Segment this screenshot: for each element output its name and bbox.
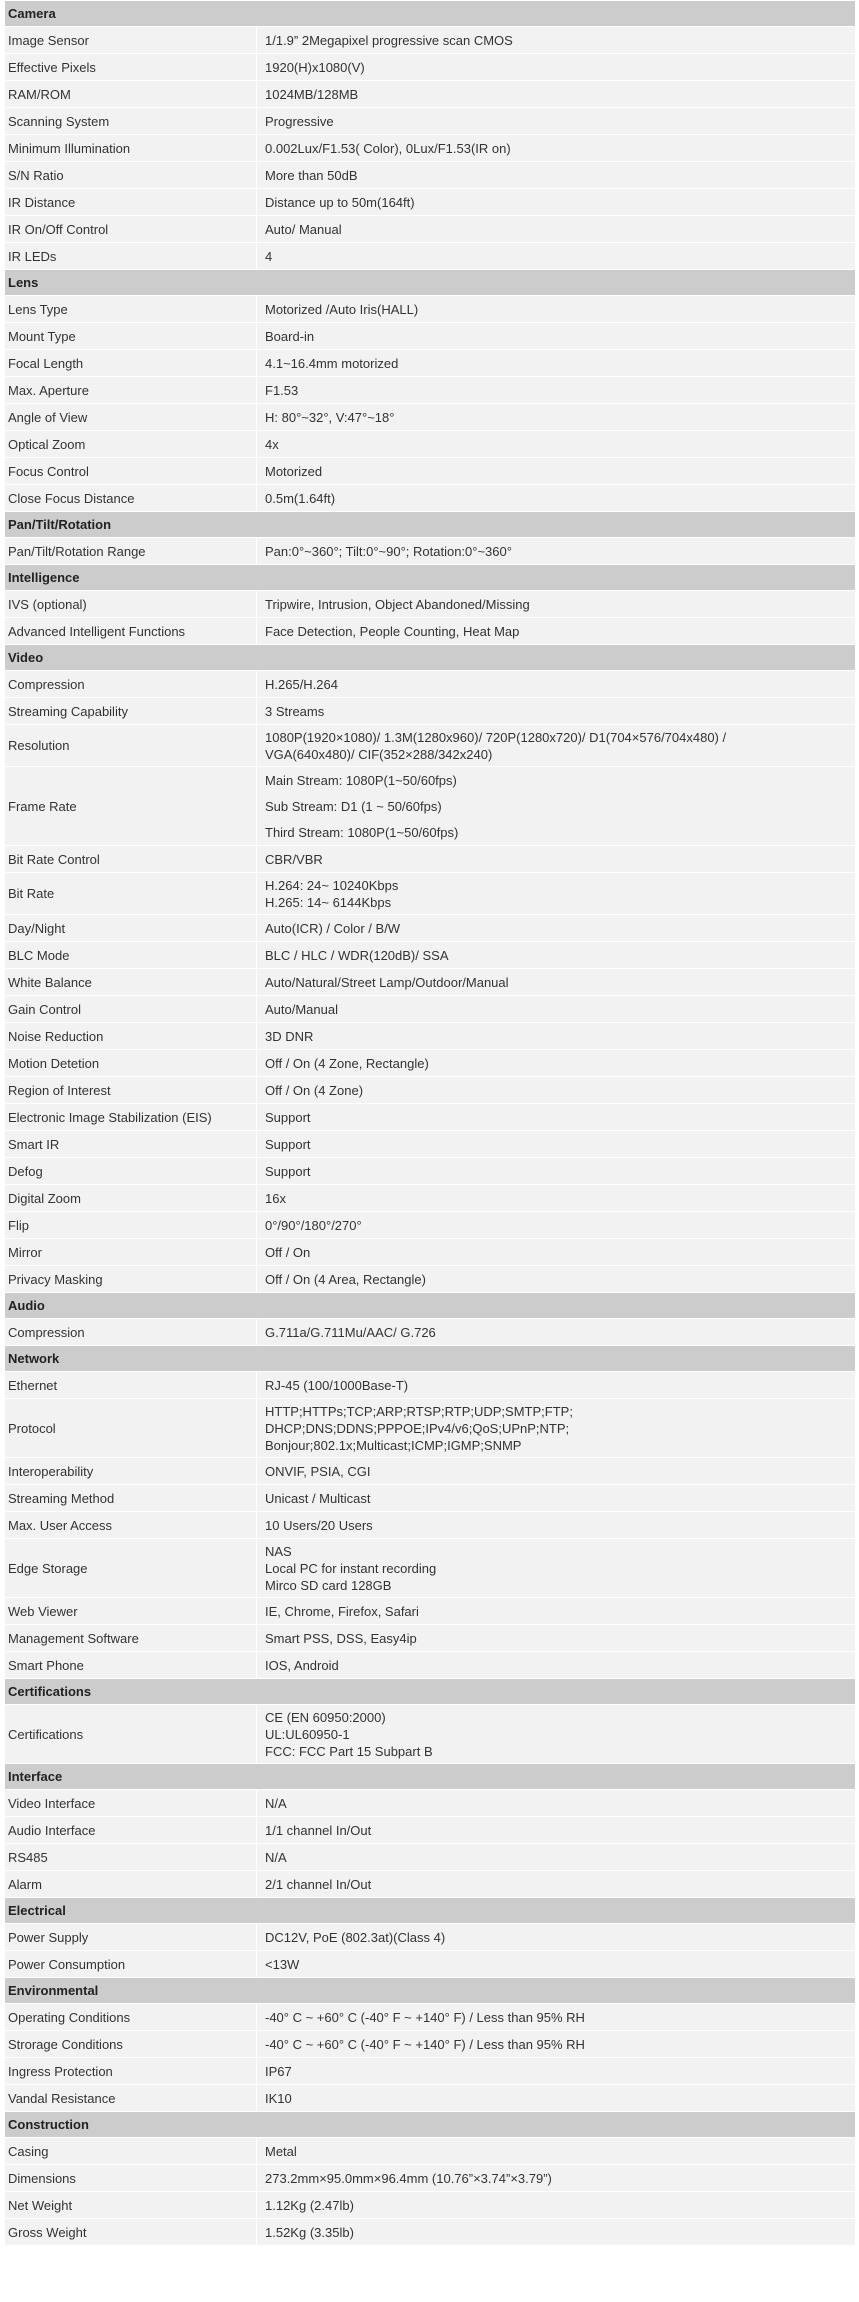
spec-value xyxy=(257,1104,855,1130)
spec-row-dimensions xyxy=(5,2165,855,2192)
spec-label: Mount Type xyxy=(5,323,257,349)
spec-value xyxy=(257,846,855,872)
spec-value xyxy=(257,485,855,511)
spec-value-line: 1920(H)x1080(V) xyxy=(265,59,365,75)
spec-value-line: Distance up to 50m(164ft) xyxy=(265,194,415,210)
spec-value xyxy=(257,618,855,644)
spec-value xyxy=(257,1951,855,1977)
spec-label: Alarm xyxy=(5,1871,257,1897)
spec-label: Lens Type xyxy=(5,296,257,322)
spec-label: White Balance xyxy=(5,969,257,995)
spec-value xyxy=(257,1319,855,1345)
spec-value xyxy=(257,1239,855,1265)
spec-value-line: G.711a/G.711Mu/AAC/ G.726 xyxy=(265,1324,436,1340)
spec-row-digital-zoom xyxy=(5,1185,855,1212)
spec-value-line: H.265: 14~ 6144Kbps xyxy=(265,894,392,910)
spec-label: Streaming Capability xyxy=(5,698,257,724)
spec-label: Certifications xyxy=(5,1705,257,1763)
spec-label: Gain Control xyxy=(5,996,257,1022)
spec-value-line: Auto/Manual xyxy=(265,1001,338,1017)
spec-label: Max. User Access xyxy=(5,1512,257,1538)
spec-value xyxy=(257,458,855,484)
spec-label: Power Consumption xyxy=(5,1951,257,1977)
spec-value-line: H.264: 24~ 10240Kbps xyxy=(265,877,399,893)
spec-row-day-night xyxy=(5,915,855,942)
spec-label: Electronic Image Stabilization (EIS) xyxy=(5,1104,257,1130)
spec-value xyxy=(257,243,855,269)
spec-value xyxy=(257,1871,855,1897)
spec-label: Web Viewer xyxy=(5,1598,257,1624)
spec-value-line: Auto/Natural/Street Lamp/Outdoor/Manual xyxy=(265,974,509,990)
spec-value xyxy=(257,404,855,430)
spec-value xyxy=(257,942,855,968)
spec-value xyxy=(257,1924,855,1950)
spec-value xyxy=(257,1050,855,1076)
spec-value xyxy=(257,538,855,564)
spec-row-compression xyxy=(5,1319,855,1346)
spec-row-lens-type xyxy=(5,296,855,323)
spec-label: Protocol xyxy=(5,1399,257,1457)
section-header-video: Video xyxy=(5,645,855,671)
spec-row-operating-conditions xyxy=(5,2004,855,2031)
spec-row-edge-storage xyxy=(5,1539,855,1598)
spec-value xyxy=(257,1023,855,1049)
spec-value-line: Motorized /Auto Iris(HALL) xyxy=(265,301,419,317)
spec-value-line: Mirco SD card 128GB xyxy=(265,1577,392,1593)
spec-value-line: Off / On (4 Area, Rectangle) xyxy=(265,1271,426,1287)
spec-label: S/N Ratio xyxy=(5,162,257,188)
spec-value-line: 2/1 channel In/Out xyxy=(265,1876,372,1892)
section-header-pan-tilt-rotation: Pan/Tilt/Rotation xyxy=(5,512,855,538)
section-header-certifications: Certifications xyxy=(5,1679,855,1705)
spec-value xyxy=(257,1158,855,1184)
spec-value-line: Off / On xyxy=(265,1244,311,1260)
section-header-camera: Camera xyxy=(5,1,855,27)
section-header-lens: Lens xyxy=(5,270,855,296)
spec-label: Smart IR xyxy=(5,1131,257,1157)
spec-row-ivs-optional xyxy=(5,591,855,618)
spec-value-line: CE (EN 60950:2000) xyxy=(265,1709,386,1725)
spec-row-gross-weight xyxy=(5,2219,855,2246)
spec-label: Bit Rate Control xyxy=(5,846,257,872)
spec-label: RAM/ROM xyxy=(5,81,257,107)
spec-value xyxy=(257,2085,855,2111)
spec-label: Image Sensor xyxy=(5,27,257,53)
spec-value-line: UL:UL60950-1 xyxy=(265,1726,350,1742)
spec-row-minimum-illumination xyxy=(5,135,855,162)
spec-value xyxy=(257,323,855,349)
spec-row-web-viewer xyxy=(5,1598,855,1625)
spec-value xyxy=(257,1458,855,1484)
spec-value-line: Local PC for instant recording xyxy=(265,1560,437,1576)
spec-value-line: Support xyxy=(265,1163,311,1179)
spec-row-mirror xyxy=(5,1239,855,1266)
spec-label: Casing xyxy=(5,2138,257,2164)
spec-row-region-of-interest xyxy=(5,1077,855,1104)
spec-value xyxy=(257,1705,855,1763)
spec-value xyxy=(257,2219,855,2245)
spec-label: Scanning System xyxy=(5,108,257,134)
spec-row-casing xyxy=(5,2138,855,2165)
spec-value xyxy=(257,969,855,995)
spec-row-smart-phone xyxy=(5,1652,855,1679)
spec-row-audio-interface xyxy=(5,1817,855,1844)
spec-value-line: 10 Users/20 Users xyxy=(265,1517,373,1533)
spec-row-ingress-protection xyxy=(5,2058,855,2085)
spec-value xyxy=(257,915,855,941)
spec-value xyxy=(257,698,855,724)
spec-value-line: 0°/90°/180°/270° xyxy=(265,1217,362,1233)
spec-value xyxy=(257,1372,855,1398)
spec-row-noise-reduction xyxy=(5,1023,855,1050)
spec-value xyxy=(257,725,855,766)
spec-row-protocol xyxy=(5,1399,855,1458)
spec-value-line: -40° C ~ +60° C (-40° F ~ +140° F) / Less than 95% RH xyxy=(265,2009,585,2025)
spec-value-line: 1.12Kg (2.47lb) xyxy=(265,2197,354,2213)
spec-label: Strorage Conditions xyxy=(5,2031,257,2057)
spec-value-line: Support xyxy=(265,1109,311,1125)
spec-value-line: 4 xyxy=(265,248,273,264)
spec-value xyxy=(257,1652,855,1678)
spec-value-line: ONVIF, PSIA, CGI xyxy=(265,1463,371,1479)
spec-value-line: Pan:0°~360°; Tilt:0°~90°; Rotation:0°~360° xyxy=(265,543,512,559)
spec-label: Net Weight xyxy=(5,2192,257,2218)
spec-label: Video Interface xyxy=(5,1790,257,1816)
spec-value xyxy=(257,1077,855,1103)
spec-value xyxy=(257,296,855,322)
spec-label: Management Software xyxy=(5,1625,257,1651)
spec-value-line: Main Stream: 1080P(1~50/60fps) xyxy=(265,772,457,788)
spec-label: Streaming Method xyxy=(5,1485,257,1511)
spec-row-bit-rate xyxy=(5,873,855,915)
spec-value-line: 1/1 channel In/Out xyxy=(265,1822,372,1838)
spec-row-bit-rate-control xyxy=(5,846,855,873)
spec-value-line: IP67 xyxy=(265,2063,292,2079)
spec-value xyxy=(257,1212,855,1238)
spec-row-video-interface xyxy=(5,1790,855,1817)
spec-value-line: Smart PSS, DSS, Easy4ip xyxy=(265,1630,417,1646)
spec-value xyxy=(257,27,855,53)
spec-value-line: BLC / HLC / WDR(120dB)/ SSA xyxy=(265,947,449,963)
spec-label: RS485 xyxy=(5,1844,257,1870)
spec-value-line: 4x xyxy=(265,436,279,452)
spec-value-line: IOS, Android xyxy=(265,1657,339,1673)
spec-row-power-supply xyxy=(5,1924,855,1951)
spec-row-motion-detetion xyxy=(5,1050,855,1077)
spec-value-line: Support xyxy=(265,1136,311,1152)
spec-value-line: Third Stream: 1080P(1~50/60fps) xyxy=(265,824,459,840)
spec-row-pan-tilt-rotation-range xyxy=(5,538,855,565)
spec-row-strorage-conditions xyxy=(5,2031,855,2058)
spec-label: Angle of View xyxy=(5,404,257,430)
spec-row-vandal-resistance xyxy=(5,2085,855,2112)
spec-row-max-aperture xyxy=(5,377,855,404)
spec-value-line: H: 80°~32°, V:47°~18° xyxy=(265,409,395,425)
spec-row-privacy-masking xyxy=(5,1266,855,1293)
spec-row-net-weight xyxy=(5,2192,855,2219)
spec-label: Mirror xyxy=(5,1239,257,1265)
spec-label: Pan/Tilt/Rotation Range xyxy=(5,538,257,564)
section-header-electrical: Electrical xyxy=(5,1898,855,1924)
section-header-audio: Audio xyxy=(5,1293,855,1319)
spec-row-rs485 xyxy=(5,1844,855,1871)
spec-value xyxy=(257,873,855,914)
spec-label: IR On/Off Control xyxy=(5,216,257,242)
spec-label: Motion Detetion xyxy=(5,1050,257,1076)
spec-row-ir-on-off-control xyxy=(5,216,855,243)
spec-label: Digital Zoom xyxy=(5,1185,257,1211)
spec-label: Focal Length xyxy=(5,350,257,376)
spec-value xyxy=(257,54,855,80)
spec-label: Advanced Intelligent Functions xyxy=(5,618,257,644)
spec-row-blc-mode xyxy=(5,942,855,969)
spec-row-ram-rom xyxy=(5,81,855,108)
spec-label: Close Focus Distance xyxy=(5,485,257,511)
spec-value-line: 3 Streams xyxy=(265,703,325,719)
spec-value-line: Face Detection, People Counting, Heat Map xyxy=(265,623,520,639)
spec-label: Focus Control xyxy=(5,458,257,484)
spec-row-streaming-capability xyxy=(5,698,855,725)
spec-label: Max. Aperture xyxy=(5,377,257,403)
spec-value-line: VGA(640x480)/ CIF(352×288/342x240) xyxy=(265,746,493,762)
spec-label: Gross Weight xyxy=(5,2219,257,2245)
spec-row-management-software xyxy=(5,1625,855,1652)
spec-value-line: 1.52Kg (3.35lb) xyxy=(265,2224,354,2240)
spec-value-line: 3D DNR xyxy=(265,1028,314,1044)
spec-label: Vandal Resistance xyxy=(5,2085,257,2111)
spec-label: Noise Reduction xyxy=(5,1023,257,1049)
spec-row-gain-control xyxy=(5,996,855,1023)
spec-value-line: F1.53 xyxy=(265,382,299,398)
spec-value-line: 1080P(1920×1080)/ 1.3M(1280x960)/ 720P(1280x720)/ D1(704×576/704x480) / xyxy=(265,729,727,745)
spec-label: Day/Night xyxy=(5,915,257,941)
spec-value xyxy=(257,1131,855,1157)
spec-label: Region of Interest xyxy=(5,1077,257,1103)
spec-value xyxy=(257,108,855,134)
spec-label: Minimum Illumination xyxy=(5,135,257,161)
spec-value-line: More than 50dB xyxy=(265,167,358,183)
spec-value xyxy=(257,1817,855,1843)
spec-value xyxy=(257,216,855,242)
spec-label: Flip xyxy=(5,1212,257,1238)
spec-label: Ingress Protection xyxy=(5,2058,257,2084)
spec-value-line: 16x xyxy=(265,1190,286,1206)
spec-label: Compression xyxy=(5,1319,257,1345)
spec-value-line: 273.2mm×95.0mm×96.4mm (10.76”×3.74”×3.79”) xyxy=(265,2170,552,2186)
spec-value-line: DHCP;DNS;DDNS;PPPOE;IPv4/v6;QoS;UPnP;NTP; xyxy=(265,1420,570,1436)
spec-value-line: NAS xyxy=(265,1543,292,1559)
spec-value-line: 0.5m(1.64ft) xyxy=(265,490,336,506)
spec-value-line: IK10 xyxy=(265,2090,292,2106)
section-header-interface: Interface xyxy=(5,1764,855,1790)
spec-label: Audio Interface xyxy=(5,1817,257,1843)
spec-row-electronic-image-stabilization-eis xyxy=(5,1104,855,1131)
spec-value-line: N/A xyxy=(265,1849,287,1865)
spec-value xyxy=(257,1185,855,1211)
spec-value-line: CBR/VBR xyxy=(265,851,323,867)
spec-value xyxy=(257,591,855,617)
spec-row-alarm xyxy=(5,1871,855,1898)
spec-value xyxy=(257,431,855,457)
spec-row-interoperability xyxy=(5,1458,855,1485)
spec-value-line: N/A xyxy=(265,1795,287,1811)
spec-label: Defog xyxy=(5,1158,257,1184)
section-header-network: Network xyxy=(5,1346,855,1372)
spec-value xyxy=(257,767,855,845)
spec-value-line: RJ-45 (100/1000Base-T) xyxy=(265,1377,409,1393)
spec-value-line: FCC: FCC Part 15 Subpart B xyxy=(265,1743,433,1759)
spec-row-flip xyxy=(5,1212,855,1239)
spec-value xyxy=(257,2031,855,2057)
spec-value xyxy=(257,162,855,188)
spec-row-image-sensor xyxy=(5,27,855,54)
spec-value-line: Motorized xyxy=(265,463,323,479)
spec-row-focus-control xyxy=(5,458,855,485)
spec-row-angle-of-view xyxy=(5,404,855,431)
spec-value-line: Unicast / Multicast xyxy=(265,1490,371,1506)
spec-label: IR Distance xyxy=(5,189,257,215)
spec-value-line: <13W xyxy=(265,1956,300,1972)
spec-value xyxy=(257,350,855,376)
spec-label: BLC Mode xyxy=(5,942,257,968)
spec-label: Resolution xyxy=(5,725,257,766)
spec-value-line: Progressive xyxy=(265,113,334,129)
spec-row-scanning-system xyxy=(5,108,855,135)
spec-value-line: 4.1~16.4mm motorized xyxy=(265,355,399,371)
spec-row-frame-rate xyxy=(5,767,855,846)
spec-value xyxy=(257,1266,855,1292)
spec-value-line: IE, Chrome, Firefox, Safari xyxy=(265,1603,419,1619)
spec-label: Bit Rate xyxy=(5,873,257,914)
spec-value-line: Auto/ Manual xyxy=(265,221,342,237)
spec-label: Privacy Masking xyxy=(5,1266,257,1292)
spec-value-line: H.265/H.264 xyxy=(265,676,338,692)
spec-row-power-consumption xyxy=(5,1951,855,1978)
spec-value xyxy=(257,671,855,697)
spec-value xyxy=(257,81,855,107)
spec-row-streaming-method xyxy=(5,1485,855,1512)
spec-value xyxy=(257,2138,855,2164)
spec-value xyxy=(257,1844,855,1870)
spec-value xyxy=(257,1539,855,1597)
spec-label: IVS (optional) xyxy=(5,591,257,617)
spec-row-max-user-access xyxy=(5,1512,855,1539)
spec-row-focal-length xyxy=(5,350,855,377)
spec-value-line: Off / On (4 Zone, Rectangle) xyxy=(265,1055,429,1071)
spec-value xyxy=(257,2165,855,2191)
spec-row-defog xyxy=(5,1158,855,1185)
spec-value-line: Off / On (4 Zone) xyxy=(265,1082,364,1098)
spec-value xyxy=(257,1485,855,1511)
spec-row-certifications xyxy=(5,1705,855,1764)
spec-value xyxy=(257,2192,855,2218)
spec-value-line: 1024MB/128MB xyxy=(265,86,359,102)
spec-value-line: Sub Stream: D1 (1 ~ 50/60fps) xyxy=(265,798,442,814)
spec-table xyxy=(5,0,855,2246)
spec-row-optical-zoom xyxy=(5,431,855,458)
spec-value xyxy=(257,1512,855,1538)
section-header-construction: Construction xyxy=(5,2112,855,2138)
spec-value xyxy=(257,996,855,1022)
spec-value xyxy=(257,2058,855,2084)
spec-value xyxy=(257,1399,855,1457)
spec-value-line: DC12V, PoE (802.3at)(Class 4) xyxy=(265,1929,446,1945)
spec-label: Ethernet xyxy=(5,1372,257,1398)
spec-label: Power Supply xyxy=(5,1924,257,1950)
spec-value xyxy=(257,377,855,403)
spec-row-compression xyxy=(5,671,855,698)
spec-value-line: Bonjour;802.1x;Multicast;ICMP;IGMP;SNMP xyxy=(265,1437,522,1453)
spec-value-line: Tripwire, Intrusion, Object Abandoned/Missing xyxy=(265,596,530,612)
spec-value xyxy=(257,1598,855,1624)
spec-row-ir-leds xyxy=(5,243,855,270)
spec-label: Compression xyxy=(5,671,257,697)
spec-label: Edge Storage xyxy=(5,1539,257,1597)
spec-row-smart-ir xyxy=(5,1131,855,1158)
spec-value-line: Metal xyxy=(265,2143,297,2159)
spec-label: Optical Zoom xyxy=(5,431,257,457)
spec-value-line: -40° C ~ +60° C (-40° F ~ +140° F) / Less than 95% RH xyxy=(265,2036,585,2052)
section-header-environmental: Environmental xyxy=(5,1978,855,2004)
spec-row-s-n-ratio xyxy=(5,162,855,189)
spec-label: Operating Conditions xyxy=(5,2004,257,2030)
spec-row-resolution xyxy=(5,725,855,767)
spec-value xyxy=(257,189,855,215)
spec-value xyxy=(257,1790,855,1816)
spec-label: Frame Rate xyxy=(5,767,257,845)
spec-row-white-balance xyxy=(5,969,855,996)
spec-value xyxy=(257,1625,855,1651)
spec-value-line: 0.002Lux/F1.53( Color), 0Lux/F1.53(IR on) xyxy=(265,140,511,156)
section-header-intelligence: Intelligence xyxy=(5,565,855,591)
spec-row-advanced-intelligent-functions xyxy=(5,618,855,645)
spec-value xyxy=(257,2004,855,2030)
spec-value-line: Board-in xyxy=(265,328,315,344)
spec-value-line: Auto(ICR) / Color / B/W xyxy=(265,920,401,936)
spec-label: IR LEDs xyxy=(5,243,257,269)
spec-label: Interoperability xyxy=(5,1458,257,1484)
spec-value-line: HTTP;HTTPs;TCP;ARP;RTSP;RTP;UDP;SMTP;FTP; xyxy=(265,1403,573,1419)
spec-row-ir-distance xyxy=(5,189,855,216)
spec-row-mount-type xyxy=(5,323,855,350)
spec-label: Effective Pixels xyxy=(5,54,257,80)
spec-label: Dimensions xyxy=(5,2165,257,2191)
spec-value xyxy=(257,135,855,161)
spec-row-effective-pixels xyxy=(5,54,855,81)
spec-row-ethernet xyxy=(5,1372,855,1399)
spec-row-close-focus-distance xyxy=(5,485,855,512)
spec-label: Smart Phone xyxy=(5,1652,257,1678)
spec-value-line: 1/1.9” 2Megapixel progressive scan CMOS xyxy=(265,32,513,48)
